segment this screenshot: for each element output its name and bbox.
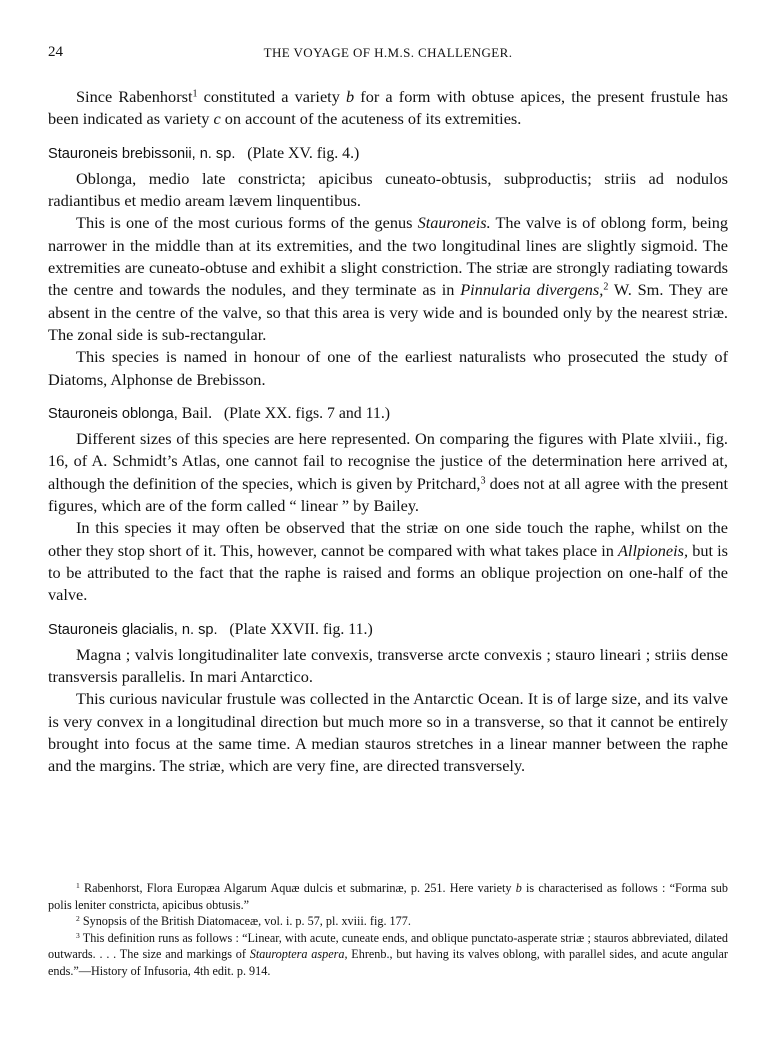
latin-diagnosis: Magna ; valvis longitudinaliter late convexis, transverse arcte convexis ; stauro lineari ; striis dense transversis parallelis. In mari Antarctico.	[48, 644, 728, 687]
latin-diagnosis: Oblonga, medio late constricta; apicibus cuneato-obtusis, subproductis; striis ad nodulos radiantibus et medio aream lævem linquentibus.	[48, 168, 728, 211]
intro-paragraph: Since Rabenhorst$^1$ constituted a variety b for a form with obtuse apices, the present frustule has been indicated as variety c on account of the acuteness of its extremities.	[48, 87, 729, 129]
footnote-2: $^2$ Synopsis of the British Diatomaceæ, vol. i. p. 57, pl. xviii. fig. 177.	[76, 914, 411, 929]
species-description: This curious navicular frustule was collected in the Antarctic Ocean. It is of large size, and its valve is very convex in a longitudinal direction but much more so in a transverse, so that it cannot be entirely brought into focus at the same time. A median stauros stretches in a linear manner between the raphe and the margins. The striæ, which are very fine, are directed transversely.	[48, 689, 728, 776]
body-text	[48, 86, 728, 778]
species-name: Stauroneis oblonga,	[48, 405, 178, 422]
footnotes	[48, 880, 728, 980]
page-number: 24	[48, 44, 63, 60]
species-observation: In this species it may often be observed that the striæ on one side touch the raphe, whilst on the other they stop short of it. This, however, cannot be compared with what takes place in Allpioneis, but is to be attributed to the fact that the raphe is raised and forms an oblique projection on one-half of the valve.	[48, 518, 728, 605]
species-heading-brebissonii	[48, 143, 728, 165]
species-heading-glacialis	[48, 619, 728, 641]
running-title: THE VOYAGE OF H.M.S. CHALLENGER.	[263, 45, 513, 60]
species-description: Different sizes of this species are here represented. On comparing the figures with Plate xlviii., fig. 16, of A. Schmidt’s Atlas, one cannot fail to recognise the justice of the determination here arrived at, although the definition of the species, which is given by Pritchard,$^3$ does not at all agree with the present figures, which are of the form called “ linear ” by Bailey.	[48, 429, 729, 516]
footnote-ref-1[interactable]: 1	[192, 88, 198, 100]
page-header	[48, 44, 728, 66]
species-name: Stauroneis brebissonii, n. sp.	[48, 145, 236, 162]
footnote-1: $^1$ Rabenhorst, Flora Europæa Algarum Aquæ dulcis et submarinæ, p. 251. Here variety b is characterised as follows : “Forma sub polis leniter constricta, apicibus obtusis.”	[48, 880, 728, 912]
plate-reference: (Plate XX. figs. 7 and 11.)	[223, 404, 391, 422]
plate-reference: (Plate XV. fig. 4.)	[247, 144, 360, 162]
footnote-ref-2[interactable]: 2	[603, 281, 609, 293]
footnote-3: $^3$ This definition runs as follows : “Linear, with acute, cuneate ends, and oblique punctato-asperate striæ ; stauros abbreviated, dilated outwards. . . . The size and markings of Stauroptera aspera, Ehrenb., but having its valves oblong, with parallel sides, and acute angular ends.”—History of Infusoria, 4th edit. p. 914.	[48, 930, 728, 978]
species-authority: Bail.	[177, 404, 213, 422]
plate-reference: (Plate XXVII. fig. 11.)	[229, 620, 373, 638]
species-honour-paragraph: This species is named in honour of one of the earliest naturalists who prosecuted the study of Diatoms, Alphonse de Brebisson.	[48, 347, 728, 389]
species-heading-oblonga	[48, 403, 728, 425]
species-description: This is one of the most curious forms of the genus Stauroneis. The valve is of oblong form, being narrower in the middle than at its extremities, and the two longitudinal lines are slightly sigmoid. The extremities are cuneato-obtuse and exhibit a slight constriction. The striæ are strongly radiating towards the centre and towards the nodules, and they terminate as in Pinnularia divergens,$^2$ W. Sm. They are absent in the centre of the valve, so that this area is very wide and is bounded only by the nearest striæ. The zonal side is sub-rectangular.	[48, 213, 728, 344]
footnote-ref-3[interactable]: 3	[480, 475, 486, 487]
species-name: Stauroneis glacialis, n. sp.	[48, 621, 218, 638]
